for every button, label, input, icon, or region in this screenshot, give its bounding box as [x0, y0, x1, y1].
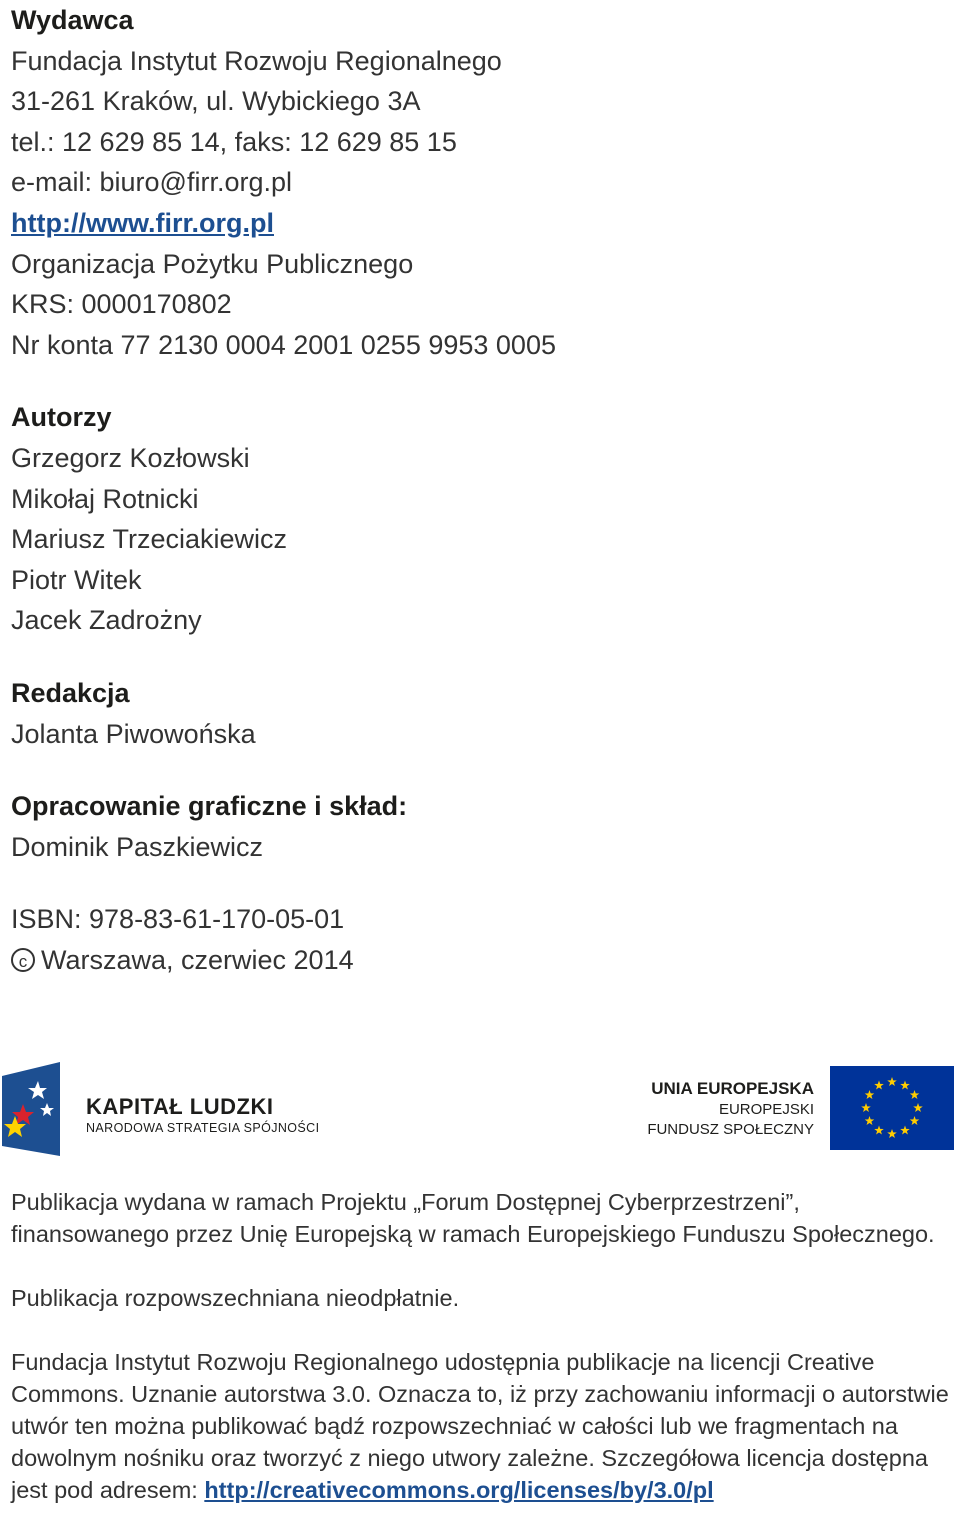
copyright-line	[11, 940, 956, 981]
publisher-address: 31-261 Kraków, ul. Wybickiego 3A	[11, 86, 421, 117]
eu-title: UNIA EUROPEJSKA	[651, 1079, 814, 1098]
eu-text	[647, 1078, 814, 1140]
publisher-phone: tel.: 12 629 85 14, faks: 12 629 85 15	[11, 126, 457, 157]
publisher-website-link[interactable]: http://www.firr.org.pl	[11, 207, 274, 238]
design-section	[11, 786, 956, 867]
authors-heading: Autorzy	[11, 402, 112, 433]
design-heading: Opracowanie graficzne i skład:	[11, 791, 408, 822]
publisher-name: Fundacja Instytut Rozwoju Regionalnego	[11, 45, 502, 76]
eu-subtitle-2: FUNDUSZ SPOŁECZNY	[647, 1121, 814, 1138]
kapital-ludzki-subtitle: NARODOWA STRATEGIA SPÓJNOŚCI	[86, 1121, 320, 1135]
author-name: Grzegorz Kozłowski	[11, 442, 250, 473]
designer-name: Dominik Paszkiewicz	[11, 831, 264, 862]
editing-heading: Redakcja	[11, 677, 130, 708]
kapital-ludzki-text	[86, 1094, 319, 1136]
authors-section	[11, 397, 956, 641]
license-link[interactable]: http://creativecommons.org/licenses/by/3.0/pl	[204, 1477, 714, 1503]
license-text: Fundacja Instytut Rozwoju Regionalnego udostępnia publikacje na licencji Creative Commons. Uznanie autorstwa 3.0. Oznacza to, iż przy zachowaniu informacji o autorstwie utwór ten można publikować bądź rozpowszechniać w całości lub we fragmentach na dowolnym nośniku oraz tworzyć z niego utwory zależne. Szczegółowa licencja dostępna jest pod adresem:	[11, 1349, 949, 1503]
eu-subtitle-1: EUROPEJSKI	[718, 1101, 814, 1118]
isbn: ISBN: 978-83-61-170-05-01	[11, 904, 345, 935]
publisher-status: Organizacja Pożytku Publicznego	[11, 248, 414, 279]
isbn-section	[11, 899, 956, 980]
author-name: Mariusz Trzeciakiewicz	[11, 524, 288, 555]
kapital-ludzki-star-icon	[2, 1060, 64, 1156]
publisher-account: Nr konta 77 2130 0004 2001 0255 9953 0005	[11, 329, 556, 360]
kapital-ludzki-title: KAPITAŁ LUDZKI	[86, 1094, 274, 1119]
copyright-text: Warszawa, czerwiec 2014	[41, 944, 354, 975]
free-distribution-note: Publikacja rozpowszechniana nieodpłatnie.	[11, 1285, 460, 1311]
publication-note: Publikacja wydana w ramach Projektu „Forum Dostępnej Cyberprzestrzeni”, finansowanego przez Unię Europejską w ramach Europejskiego Funduszu Społecznego.	[11, 1189, 935, 1247]
editor-name: Jolanta Piwowońska	[11, 718, 256, 749]
editing-section	[11, 673, 956, 754]
publisher-heading: Wydawca	[11, 5, 134, 35]
author-name: Mikołaj Rotnicki	[11, 483, 199, 514]
copyright-icon: c	[11, 948, 35, 972]
publisher-krs: KRS: 0000170802	[11, 289, 232, 320]
footer-notes	[11, 1186, 956, 1506]
publisher-section	[11, 0, 956, 365]
license-note	[11, 1346, 956, 1506]
author-name: Piotr Witek	[11, 564, 142, 595]
imprint-page	[11, 0, 956, 980]
logo-bar	[0, 1058, 960, 1158]
publisher-email[interactable]: e-mail: biuro@firr.org.pl	[11, 167, 292, 198]
eu-flag-icon	[830, 1066, 954, 1150]
author-name: Jacek Zadrożny	[11, 605, 202, 636]
